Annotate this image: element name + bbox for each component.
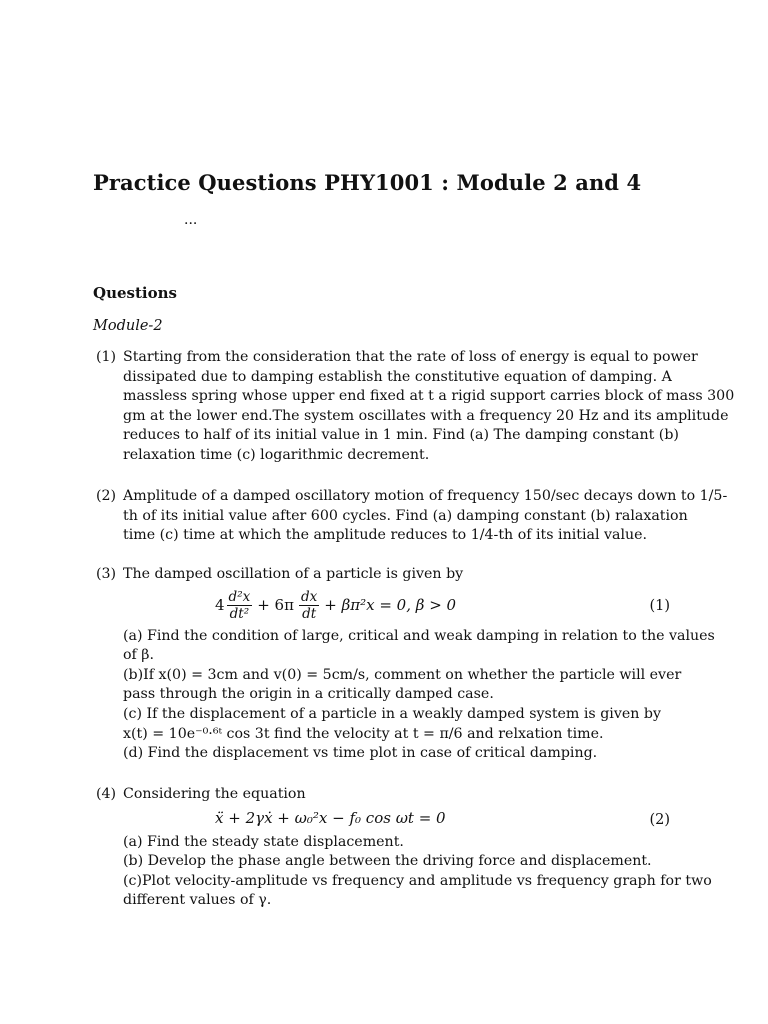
question-line: different values of γ. [123, 892, 272, 909]
question-line: (a) Find the condition of large, critical and weak damping in relation to the values [123, 627, 715, 644]
question-line: (c)Plot velocity-amplitude vs frequency and amplitude vs frequency graph for two [123, 872, 712, 889]
question-line: time (c) time at which the amplitude reduces to 1/4-th of its initial value. [123, 527, 648, 544]
author-ellipsis: ··· [184, 216, 198, 232]
module-label: Module-2 [93, 318, 163, 334]
question-number: (1) [96, 349, 117, 365]
fraction-dx-dt: $\frac{dx}{dt}$ [300, 589, 318, 623]
equation-mid: + 6π [257, 595, 294, 614]
question-line: th of its initial value after 600 cycles. Find (a) damping constant (b) ralaxation [123, 507, 688, 524]
question-line: massless spring whose upper end fixed at t a rigid support carries block of mass 300 [123, 388, 735, 405]
equation-2 [123, 805, 670, 833]
question-3 [96, 565, 715, 764]
document-title: Practice Questions PHY1001 : Module 2 and 4 [93, 170, 642, 195]
question-line: relaxation time (c) logarithmic decrement. [123, 446, 430, 463]
question-line: gm at the lower end.The system oscillates with a frequency 20 Hz and its amplitude [123, 407, 729, 424]
section-heading: Questions [93, 284, 177, 302]
equation-number: (1) [649, 597, 670, 614]
question-line: (a) Find the steady state displacement. [123, 833, 404, 850]
question-intro: Considering the equation [123, 786, 306, 802]
question-line: x(t) = 10e⁻⁰·⁶ᵗ cos 3t find the velocity at t = π/6 and relxation time. [123, 725, 604, 742]
equation-text: ẍ + 2γẋ + ω₀²x − f₀ cos ωt = 0 [215, 808, 446, 827]
question-line: (b)If x(0) = 3cm and v(0) = 5cm/s, comment on whether the particle will ever [123, 666, 682, 683]
question-line: Amplitude of a damped oscillatory motion of frequency 150/sec decays down to 1/5- [123, 488, 728, 504]
question-number: (3) [96, 566, 117, 582]
question-2 [96, 487, 728, 546]
question-line: dissipated due to damping establish the constitutive equation of damping. A [123, 368, 672, 385]
question-4 [96, 785, 712, 911]
question-number: (2) [96, 488, 117, 504]
question-line: Starting from the consideration that the rate of loss of energy is equal to power [123, 349, 698, 365]
fraction-d2x-dt2: $\frac{\text{d²x}}{\text{dt²}}$ [228, 589, 251, 623]
question-line: (c) If the displacement of a particle in a weakly damped system is given by [123, 705, 661, 722]
question-number: (4) [96, 786, 117, 802]
question-line: reduces to half of its initial value in 1 min. Find (a) The damping constant (b) [123, 427, 679, 444]
equation-lead: 4 [215, 595, 225, 614]
question-line: pass through the origin in a critically damped case. [123, 686, 494, 703]
question-line: of β. [123, 647, 155, 664]
question-1 [96, 348, 735, 466]
equation-tail: + βπ²x = 0, β > 0 [324, 595, 457, 614]
question-intro: The damped oscillation of a particle is given by [123, 566, 464, 582]
question-line: (b) Develop the phase angle between the driving force and displacement. [123, 853, 652, 870]
equation-number: (2) [649, 811, 670, 828]
equation-1 [123, 585, 670, 627]
question-line: (d) Find the displacement vs time plot in case of critical damping. [123, 745, 598, 762]
